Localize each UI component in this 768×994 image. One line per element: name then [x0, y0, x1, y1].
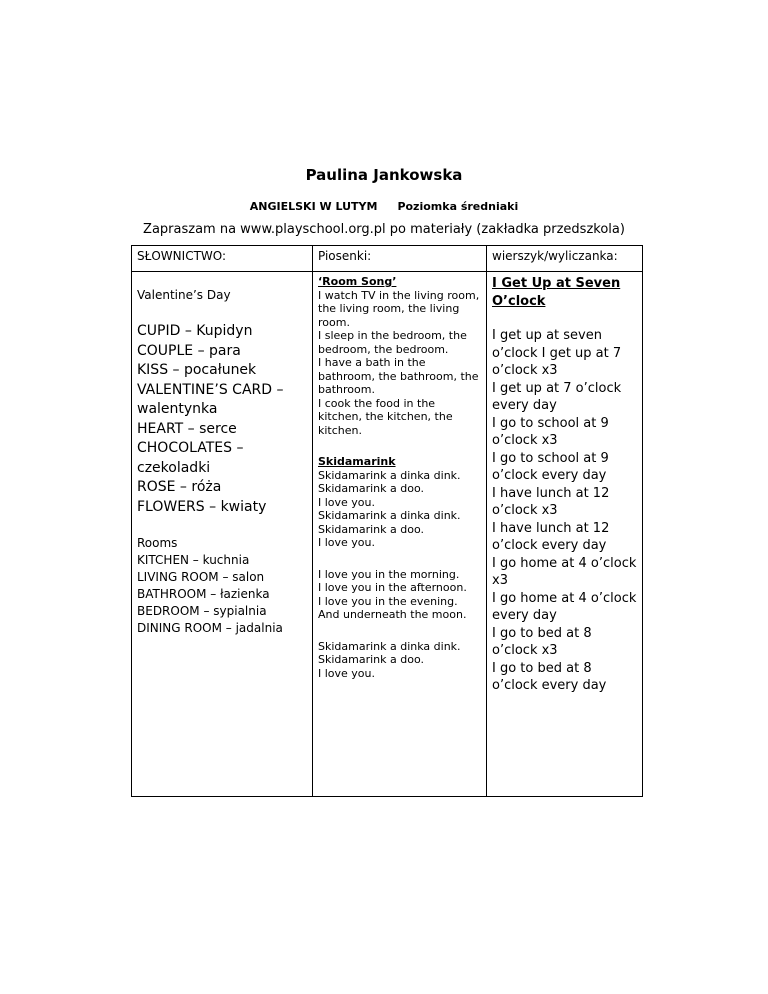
table-content-row	[132, 272, 643, 797]
invite-text: Zapraszam na www.playschool.org.pl po materiały (zakładka przedszkola)	[143, 222, 625, 237]
rhyme-line: I go to school at 9 o’clock x3	[492, 415, 609, 448]
song-line: I love you in the evening.	[318, 594, 458, 608]
list-item: DINING ROOM – jadalnia	[137, 621, 283, 635]
author-name: Paulina Jankowska	[305, 166, 463, 184]
song-line: And underneath the moon.	[318, 608, 467, 621]
song-line: Skidamarink a dinka dink.	[318, 468, 461, 482]
list-item: BEDROOM – sypialnia	[137, 604, 267, 618]
rhyme-line: I go to bed at 8 o’clock every day	[492, 660, 607, 693]
header-rhyme: wierszyk/wyliczanka:	[487, 246, 643, 272]
subtitle-month: ANGIELSKI W LUTYM	[249, 200, 378, 213]
valentines-list	[137, 322, 307, 517]
song-line: I love you in the afternoon.	[318, 581, 467, 594]
list-item: HEART – serce	[137, 420, 237, 437]
song-line: I love you.	[318, 495, 376, 509]
skidamarink-verse-3	[318, 640, 481, 681]
list-item: FLOWERS – kwiaty	[137, 498, 267, 515]
rhyme-line: I get up at 7 o’clock every day	[492, 380, 622, 413]
rhyme-line: I get up at seven o’clock I get up at 7 o’clock x3	[492, 328, 622, 378]
list-item: BATHROOM – łazienka	[137, 587, 270, 601]
list-item: CUPID – Kupidyn	[137, 323, 253, 339]
rhyme-cell	[487, 272, 643, 797]
list-item: KISS – pocałunek	[137, 362, 257, 378]
rhyme-line: I have lunch at 12 o’clock x3	[492, 485, 610, 518]
rooms-title: Rooms	[137, 536, 178, 550]
skidamarink-verse-1	[318, 455, 481, 550]
rhyme-line: I go to bed at 8 o’clock x3	[492, 625, 592, 658]
rhyme-line: I go home at 4 o’clock x3	[492, 555, 637, 588]
song-line: I love you.	[318, 666, 376, 680]
list-item: CHOCOLATES – czekoladki	[137, 440, 244, 476]
list-item: ROSE – róża	[137, 479, 222, 495]
room-song	[318, 275, 481, 437]
header-vocabulary: SŁOWNICTWO:	[132, 246, 313, 272]
vocabulary-cell	[132, 272, 313, 797]
rhyme-line: I have lunch at 12 o’clock every day	[492, 520, 610, 553]
rooms-list	[137, 552, 307, 637]
song-line: I love you.	[318, 536, 376, 549]
song-line: I have a bath in the bathroom, the bathroom, the bathroom.	[318, 356, 479, 396]
rhyme-lines	[492, 327, 637, 695]
list-item: VALENTINE’S CARD – walentynka	[137, 381, 284, 417]
song-line: Skidamarink a doo.	[318, 653, 424, 666]
list-item: COUPLE – para	[137, 342, 241, 359]
valentines-title: Valentine’s Day	[137, 288, 231, 302]
rhyme-title: I Get Up at Seven O’clock	[492, 276, 621, 309]
song-line: I cook the food in the kitchen, the kitchen, the kitchen.	[318, 396, 453, 437]
song-title: ‘Room Song’	[318, 275, 397, 288]
song-line: Skidamarink a dinka dink.	[318, 639, 461, 653]
header-songs: Piosenki:	[313, 246, 487, 272]
subtitle-group: Poziomka średniaki	[397, 200, 519, 213]
rhyme-line: I go home at 4 o’clock every day	[492, 590, 637, 623]
subtitle	[0, 200, 768, 213]
songs-cell	[313, 272, 487, 797]
song-line: I love you in the morning.	[318, 567, 460, 581]
rhyme-line: I go to school at 9 o’clock every day	[492, 450, 609, 483]
song-line: Skidamarink a doo.	[318, 522, 424, 536]
list-item: LIVING ROOM – salon	[137, 570, 265, 584]
list-item: KITCHEN – kuchnia	[137, 553, 250, 567]
song-line: I sleep in the bedroom, the bedroom, the bedroom.	[318, 329, 467, 356]
lesson-table	[131, 245, 643, 797]
song-line: Skidamarink a doo.	[318, 482, 424, 495]
table-header-row	[132, 246, 643, 272]
song-line: I watch TV in the living room, the living room, the living room.	[318, 288, 480, 329]
skidamarink-verse-2	[318, 568, 481, 622]
song-title: Skidamarink	[318, 455, 396, 468]
song-line: Skidamarink a dinka dink.	[318, 509, 461, 522]
